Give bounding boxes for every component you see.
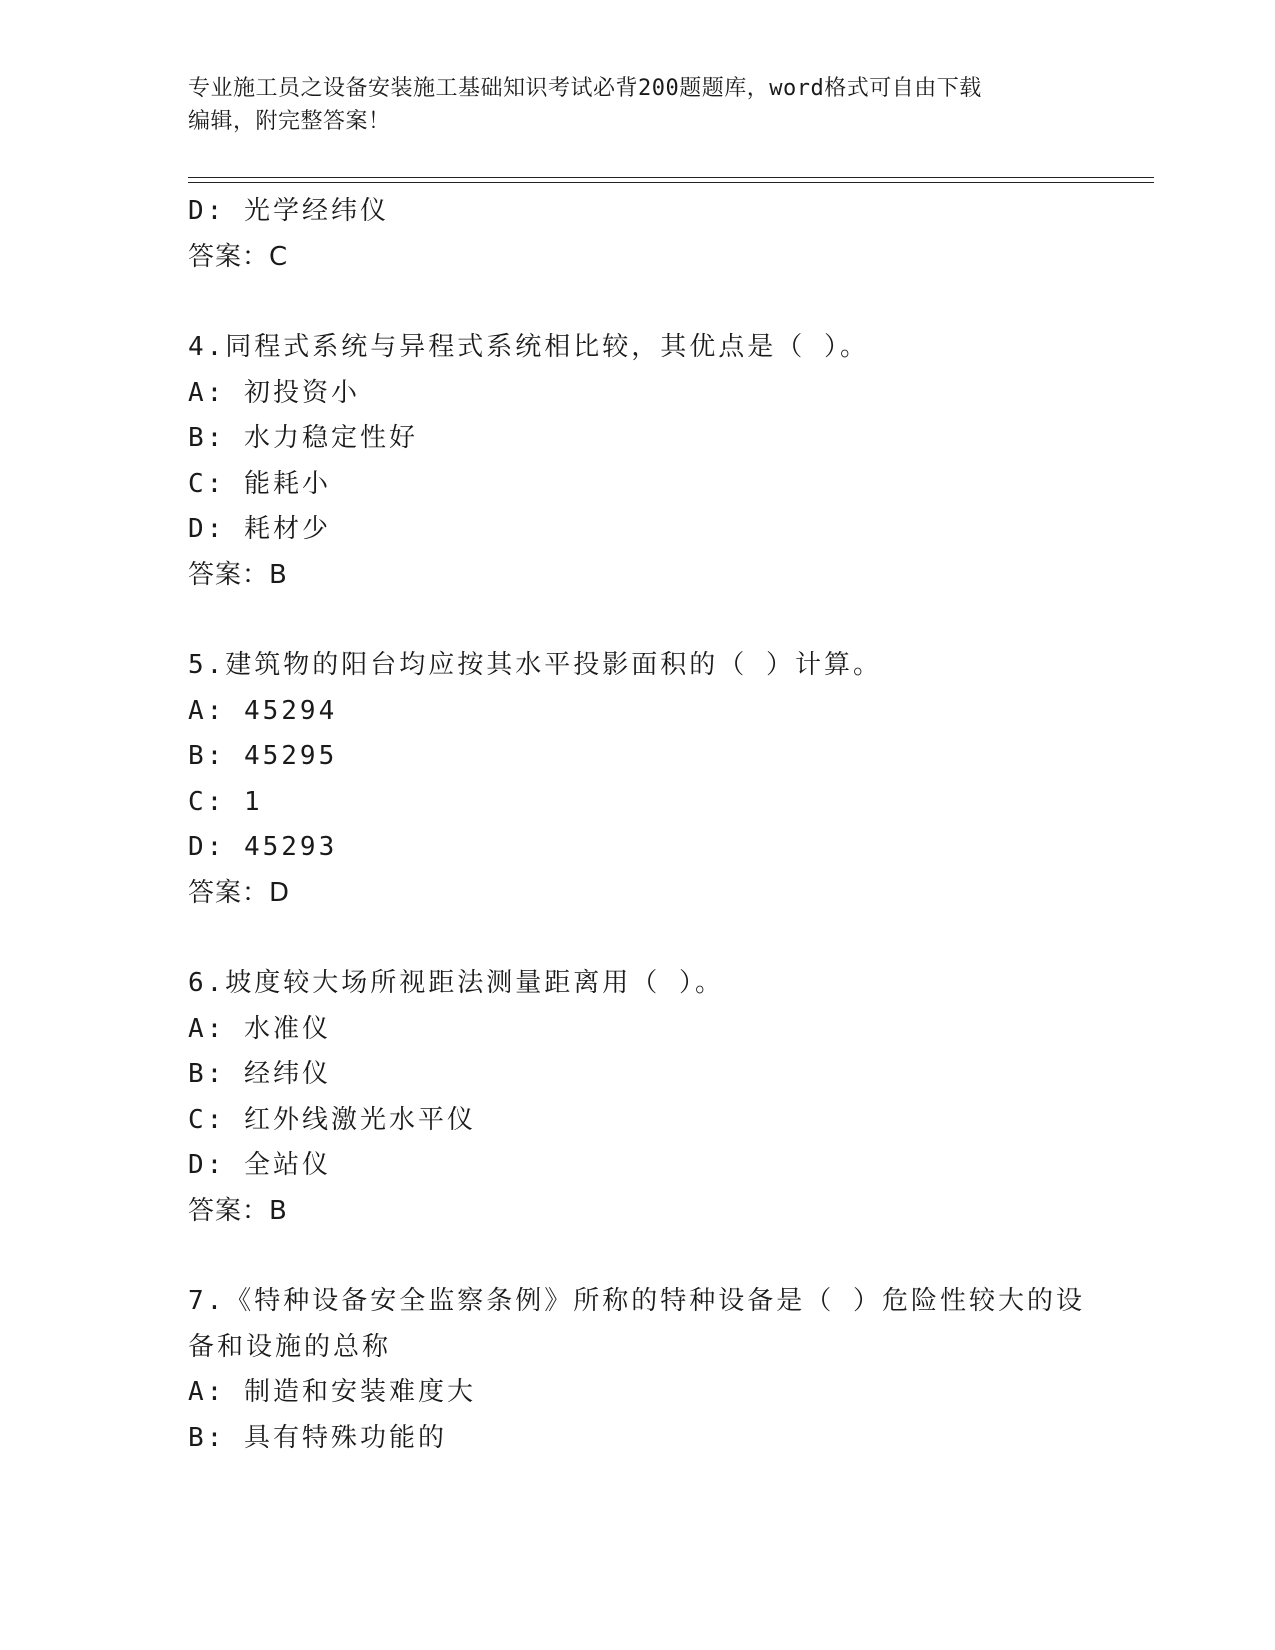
- question-stem-line-2: 备和设施的总称: [188, 1331, 392, 1362]
- answer: 答案：D: [188, 877, 291, 908]
- question-stem: 6.坡度较大场所视距法测量距离用（ ）。: [188, 968, 724, 998]
- question-stem: 5.建筑物的阳台均应按其水平投影面积的（ ）计算。: [188, 650, 882, 680]
- option-c: C: 能耗小: [188, 468, 331, 499]
- option-d: D: 耗材少: [188, 514, 331, 544]
- option-d: D: 45293: [188, 832, 338, 862]
- option-c: C: 1: [188, 786, 263, 817]
- question-3-tail: [188, 189, 1088, 280]
- header-title-line-2: 编辑，附完整答案！: [188, 109, 391, 134]
- answer: 答案：C: [188, 241, 289, 272]
- question-6: [188, 961, 1088, 1234]
- option-a: A: 45294: [188, 695, 338, 726]
- option-d: D: 光学经纬仪: [188, 196, 389, 226]
- spacer: [188, 598, 1088, 643]
- question-5: [188, 643, 1088, 916]
- option-b: B: 具有特殊功能的: [188, 1422, 447, 1453]
- answer: 答案：B: [188, 1195, 288, 1226]
- option-a: A: 制造和安装难度大: [188, 1377, 476, 1407]
- document-header: [188, 72, 1088, 138]
- spacer: [188, 916, 1088, 961]
- option-c: C: 红外线激光水平仪: [188, 1104, 476, 1135]
- question-list: [188, 189, 1088, 1461]
- question-stem-line-1: 7.《特种设备安全监察条例》所称的特种设备是（ ）危险性较大的设: [188, 1286, 1085, 1316]
- answer: 答案：B: [188, 559, 288, 590]
- option-d: D: 全站仪: [188, 1150, 331, 1180]
- option-a: A: 初投资小: [188, 377, 360, 408]
- header-divider-top: [188, 177, 1154, 178]
- spacer: [188, 280, 1088, 325]
- spacer: [188, 1234, 1088, 1279]
- option-b: B: 经纬仪: [188, 1059, 331, 1089]
- option-b: B: 45295: [188, 741, 338, 771]
- question-stem: 4.同程式系统与异程式系统相比较，其优点是（ ）。: [188, 332, 869, 362]
- question-4: [188, 325, 1088, 598]
- question-7: [188, 1279, 1088, 1461]
- header-title-line-1: 专业施工员之设备安装施工基础知识考试必背200题题库，word格式可自由下载: [188, 76, 982, 101]
- option-a: A: 水准仪: [188, 1013, 331, 1044]
- header-divider-bottom: [188, 182, 1154, 183]
- option-b: B: 水力稳定性好: [188, 423, 418, 453]
